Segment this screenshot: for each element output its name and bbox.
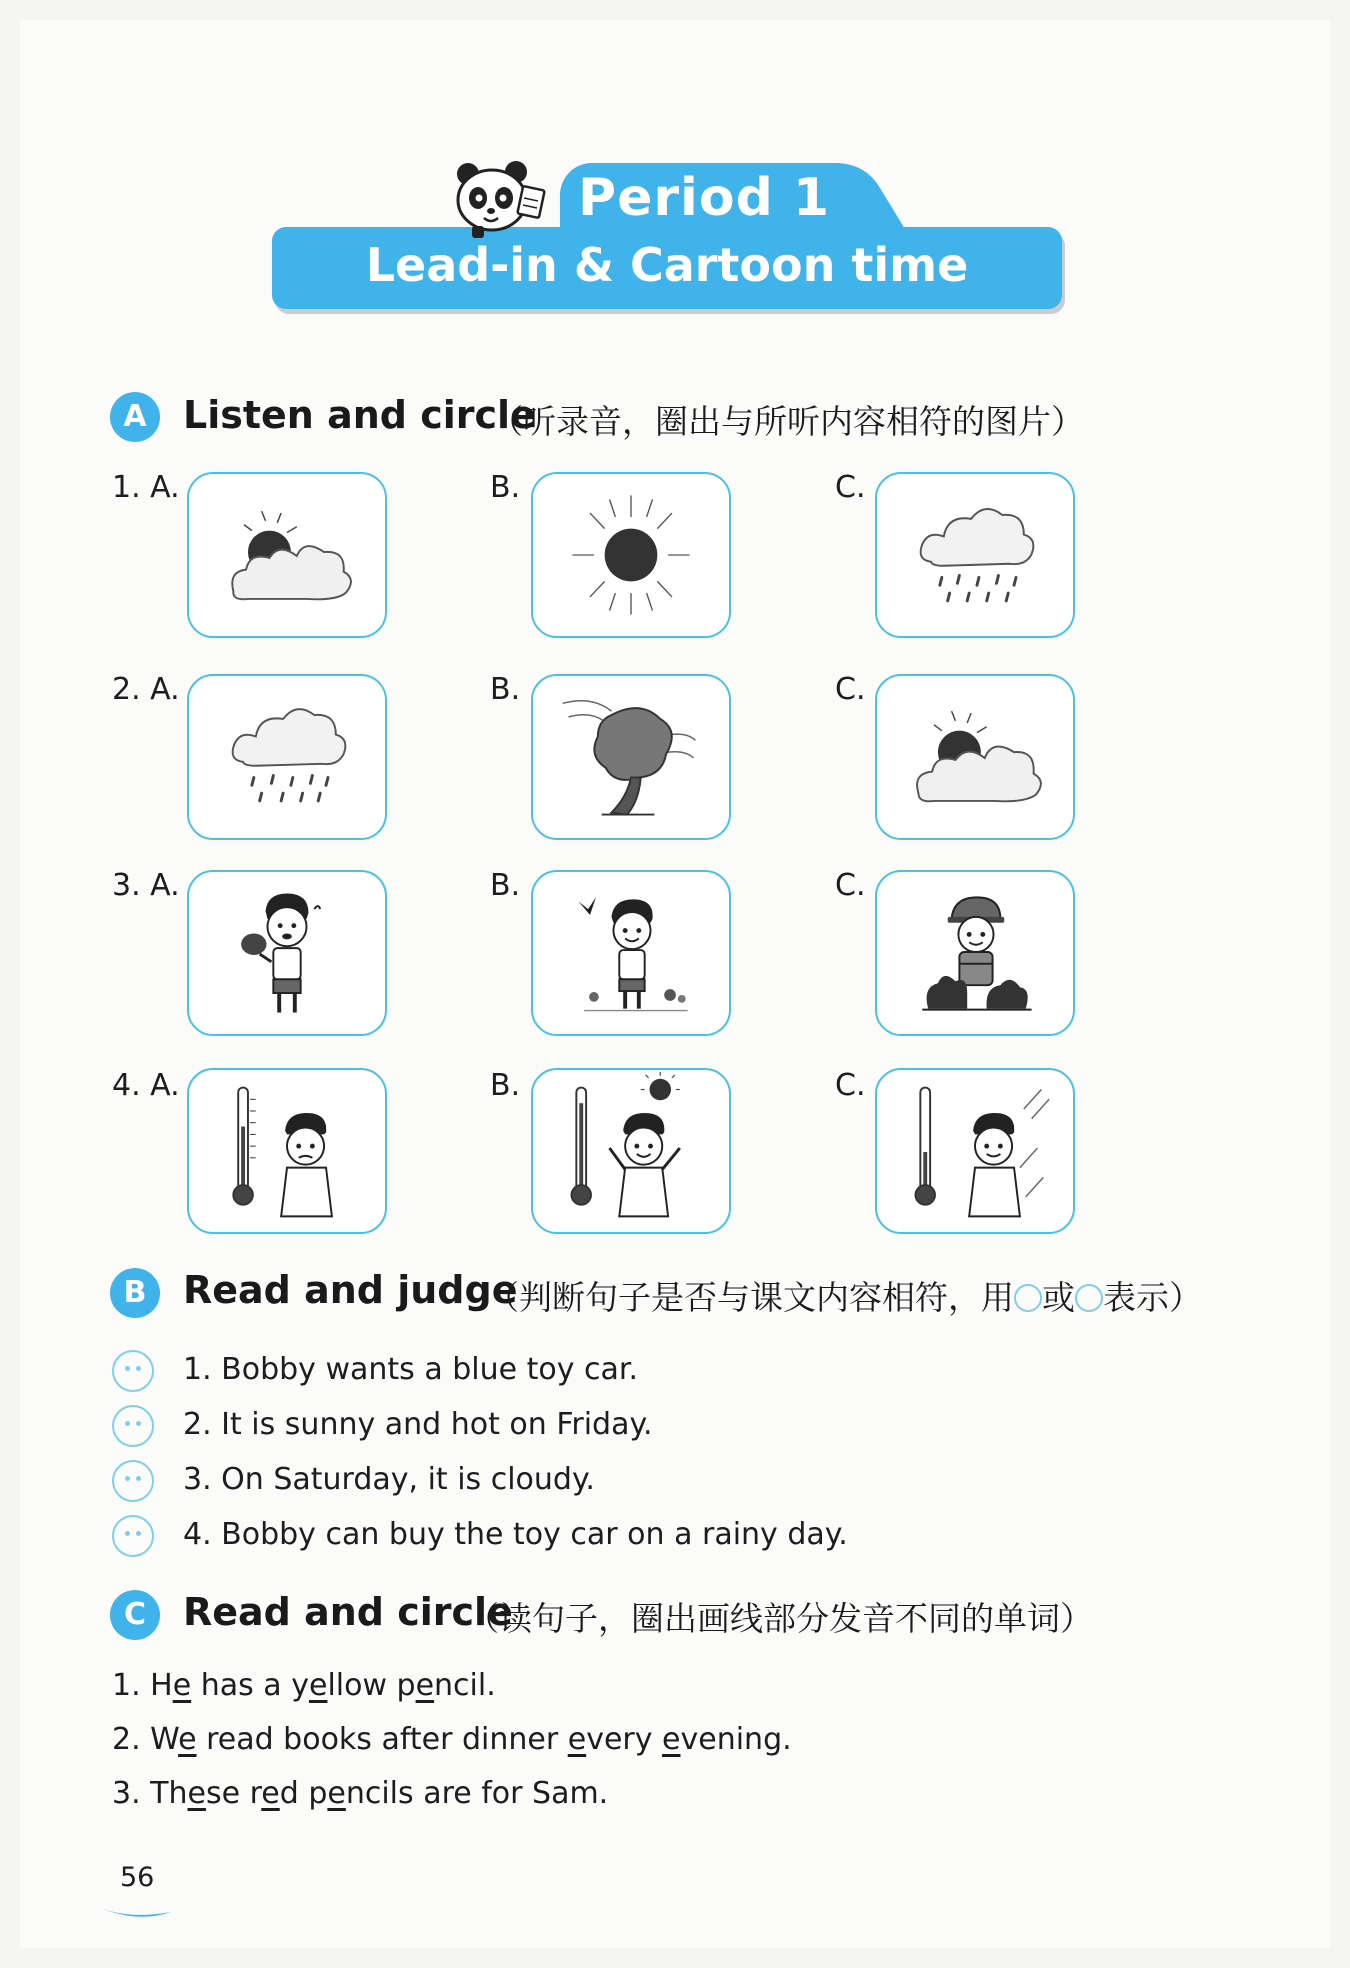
question-4-option-b: B. [490,1068,521,1103]
underlined-letter: e [178,1722,197,1757]
q1-option-a-picture[interactable] [187,472,387,638]
q1-option-b-picture[interactable] [531,472,731,638]
sentence-text: ncils are for Sam. [345,1776,609,1811]
section-title-listen-and-circle: Listen and circle [183,393,536,437]
banner-slant [835,163,915,229]
question-3-label: 3. A. [112,868,180,903]
question-2-label: 2. A. [112,672,180,707]
judge-face-4-icon[interactable] [112,1515,154,1557]
sentence-text: llow p [327,1668,416,1703]
period-title: Period 1 [578,168,831,228]
section-a-instruction: （听录音，圈出与所听内容相符的图片） [490,402,1084,441]
hot-boy-with-fan-icon [189,872,385,1034]
windy-tree-icon [533,676,729,838]
rain-cloud-icon [877,474,1073,636]
q1-option-c-picture[interactable] [875,472,1075,638]
q3-option-c-picture[interactable] [875,870,1075,1036]
q4-option-c-picture[interactable] [875,1068,1075,1234]
sun-icon [533,474,729,636]
q2-option-b-picture[interactable] [531,674,731,840]
question-1-option-c: C. [835,470,866,505]
q2-option-a-picture[interactable] [187,674,387,840]
smiley-face-icon [1014,1284,1042,1312]
question-3-option-b: B. [490,868,521,903]
underlined-letter: e [415,1668,435,1703]
sun-behind-cloud-icon [877,676,1073,838]
underlined-letter: e [187,1776,206,1811]
section-b-instruction-part-2: 或 [1042,1278,1075,1317]
q3-option-a-picture[interactable] [187,870,387,1036]
sun-behind-cloud-icon [189,474,385,636]
statement-1: 1. Bobby wants a blue toy car. [183,1352,639,1387]
sentence-text: read books after dinner [196,1722,568,1757]
sad-face-icon [1075,1284,1103,1312]
section-badge-c: C [110,1590,160,1640]
judge-face-3-icon[interactable] [112,1460,154,1502]
section-title-read-and-judge: Read and judge [183,1268,518,1312]
sentence-3 [112,1776,608,1811]
question-2-option-b: B. [490,672,521,707]
sentence-text: ncil. [434,1668,496,1703]
section-c-instruction: （读句子，圈出画线部分发音不同的单词） [466,1599,1093,1638]
question-4-label: 4. A. [112,1068,180,1103]
boy-in-garden-icon [533,872,729,1034]
page-swoosh [96,1902,171,1920]
statement-4: 4. Bobby can buy the toy car on a rainy day. [183,1517,848,1552]
question-3-option-c: C. [835,868,866,903]
underlined-letter: e [261,1776,280,1811]
underlined-letter: e [172,1668,192,1703]
q4-option-b-picture[interactable] [531,1068,731,1234]
underlined-letter: e [308,1668,328,1703]
q2-option-c-picture[interactable] [875,674,1075,840]
thermometer-hot-boy-icon [189,1070,385,1232]
thermometer-windy-boy-icon [877,1070,1073,1232]
boy-with-cap-in-bushes-icon [877,872,1073,1034]
section-b-instruction-part-3: 表示） [1103,1278,1202,1317]
sentence-text: very [586,1722,663,1757]
lesson-subtitle: Lead-in & Cartoon time [365,238,969,292]
underlined-letter: e [662,1722,681,1757]
underlined-letter: e [327,1776,346,1811]
q4-option-a-picture[interactable] [187,1068,387,1234]
question-2-option-c: C. [835,672,866,707]
sentence-text: 1. H [112,1668,173,1703]
q3-option-b-picture[interactable] [531,870,731,1036]
thermometer-sunny-boy-icon [533,1070,729,1232]
sentence-1 [112,1668,496,1703]
rain-cloud-icon [189,676,385,838]
sentence-text: 3. Th [112,1776,188,1811]
sentence-text: 2. W [112,1722,179,1757]
question-1-option-b: B. [490,470,521,505]
statement-2: 2. It is sunny and hot on Friday. [183,1407,653,1442]
sentence-text: d p [279,1776,328,1811]
question-4-option-c: C. [835,1068,866,1103]
question-1-label: 1. A. [112,470,180,505]
judge-face-2-icon[interactable] [112,1405,154,1447]
panda-mascot-icon [446,158,546,242]
section-b-instruction-part-1: （判断句子是否与课文内容相符，用 [486,1278,1014,1317]
section-badge-a: A [110,392,160,442]
sentence-text: has a y [191,1668,309,1703]
section-badge-b: B [110,1268,160,1318]
section-b-instruction [486,1272,1202,1319]
sentence-text: vening. [680,1722,792,1757]
page-number: 56 [120,1862,155,1893]
statement-3: 3. On Saturday, it is cloudy. [183,1462,595,1497]
section-title-read-and-circle: Read and circle [183,1590,513,1634]
judge-face-1-icon[interactable] [112,1350,154,1392]
underlined-letter: e [567,1722,587,1757]
sentence-2 [112,1722,792,1757]
sentence-text: se r [205,1776,262,1811]
